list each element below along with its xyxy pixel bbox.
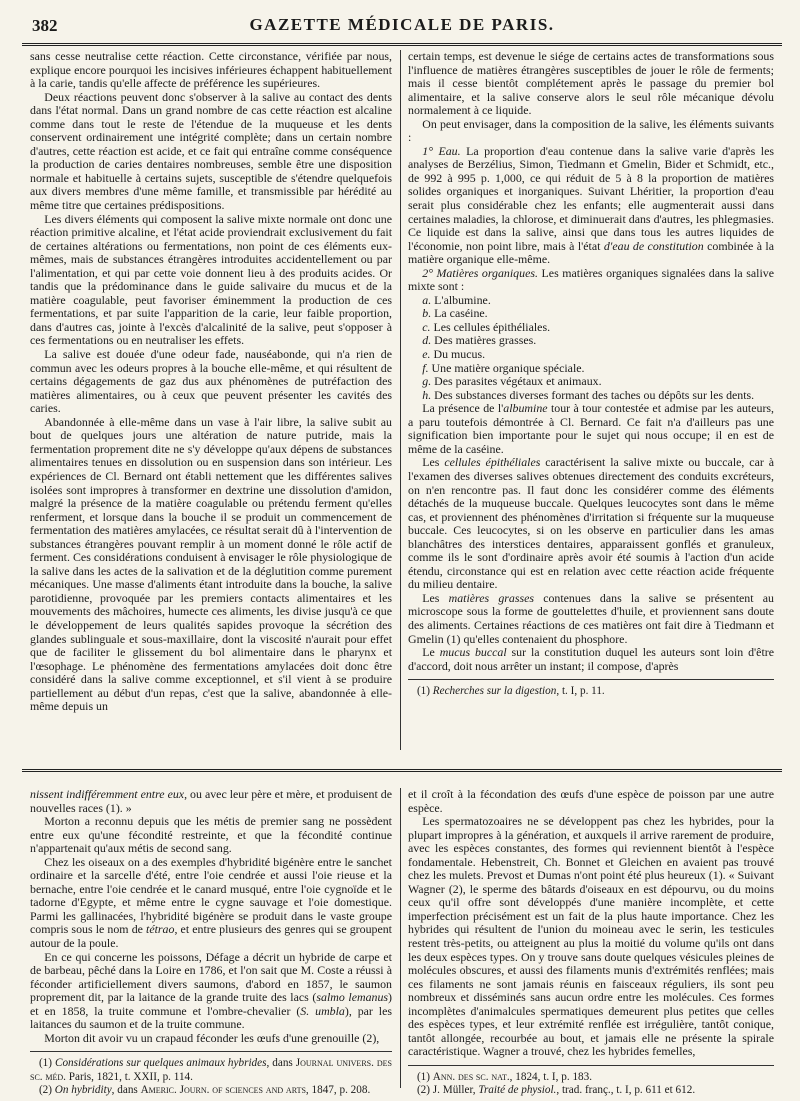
list-text: L'albumine. [434, 292, 491, 307]
list-text: Des substances diverses formant des taches ou dépôts sur les dents. [434, 387, 755, 402]
list-text: Des parasites végétaux et animaux. [434, 374, 602, 389]
footnote [408, 1084, 774, 1097]
list-item [408, 375, 774, 389]
text: Le [422, 645, 440, 660]
text: combinée à la matière organique elle-même. [408, 238, 774, 267]
emphasis: Traité de physiol. [478, 1084, 557, 1097]
list-item [408, 334, 774, 348]
page-number: 382 [32, 16, 58, 35]
text: (1) [416, 685, 433, 698]
paragraph: Deux réactions peuvent donc s'observer à la salive au contact des dents dans l'état normal. Dans un grand nombre de cas cette réaction est alcaline comme dans tout le reste de l'étendue de la muqueuse et les dents conservent ordinairement une intégrité complète; dans un certain nombre d'autres, cette réaction est acide, et ce fait qui entraîne comme conséquence la production de caries dentaires nombreuses, semble être une disposition normale et habituelle à certains sujets, susceptible de s'étendre quelquefois aux divers membres d'une même famille, et transmissible par hérédité au même titre que certaines prédispositions. [30, 89, 392, 213]
emphasis: matières grasses [448, 590, 534, 605]
footnote [30, 1084, 392, 1097]
column-left-bottom [30, 788, 392, 1097]
footnotes [408, 1071, 774, 1097]
running-title: GAZETTE MÉDICALE DE PARIS. [249, 15, 555, 34]
emphasis: nissent indifféremment entre eux [30, 787, 185, 801]
text: Les [422, 455, 445, 470]
text: sur la constitution duquel les auteurs sont loin d'être d'accord, doit nous arrêter un instant; il compose, d'après [408, 645, 775, 673]
list-item [408, 389, 774, 403]
footnote [408, 1071, 774, 1084]
list-item [408, 362, 774, 376]
paragraph-mucus [408, 646, 774, 673]
text: tour à tour contestée et admise par les auteurs, a paru toutefois démontrée à Cl. Bernard. Ce fait n'a d'ailleurs pas une signification bien importante pour le sujet qui nous occupe; il en est de même de la caséine. [408, 401, 775, 456]
text: , et entre plusieurs des genres qui se groupent autour de la poule. [30, 922, 392, 951]
column-right-top [408, 50, 774, 698]
list-text: Les cellules épithéliales. [433, 319, 551, 334]
footnote [30, 1057, 392, 1083]
journal-name: Ann. des sc. nat. [432, 1070, 510, 1083]
list-letter: b. [422, 306, 432, 321]
journal-name: Americ. Journ. of sciences and arts, [140, 1083, 309, 1096]
text: Les matières organiques signalées dans la salive mixte sont : [408, 265, 774, 294]
list-item [408, 348, 774, 362]
text: La présence de l' [422, 401, 504, 416]
column-right-bottom [408, 788, 774, 1097]
emphasis: tétrao [146, 922, 175, 937]
text: (2) [38, 1083, 55, 1096]
text: (2) J. Müller, [416, 1084, 479, 1097]
text: , trad. franç., t. I, p. 611 et 612. [556, 1084, 696, 1097]
list-text: La caséine. [434, 306, 488, 321]
paragraph: certain temps, est devenue le siége de certains actes de transformations sous l'influence de matières étrangères susceptibles de jouer le rôle de ferments; mais il cesse bientôt complétement après le passage du premier bol alimentaire, et la salive conserve alors le seul rôle mécanique dévolu normalement à ce liquide. [408, 49, 774, 118]
list-letter: d. [422, 333, 432, 348]
text: , ou avec leur père et mère, et produisent de nouvelles races (1). » [30, 787, 392, 815]
footnote-rule [30, 1051, 392, 1052]
paragraph: sans cesse neutralise cette réaction. Cette circonstance, vérifiée par nous, explique encore pourquoi les incisives inférieures échappent habituellement à la carie, tandis qu'elle affecte de préférence les supérieures. [30, 49, 392, 91]
list-letter: g. [422, 374, 432, 389]
section-label: 1° Eau. [422, 143, 461, 158]
emphasis: On hybridity [54, 1083, 112, 1096]
emphasis: Recherches sur la digestion [432, 685, 557, 698]
column-divider [400, 50, 401, 750]
text: Les [422, 590, 449, 605]
journal-name: Journal univers. des sc. méd. [30, 1057, 393, 1083]
paragraph: Morton dit avoir vu un crapaud féconder les œufs d'une grenouille (2), [44, 1030, 380, 1045]
emphasis: Considérations sur quelques animaux hybrides [55, 1057, 267, 1070]
paragraph: Les spermatozoaires ne se développent pas chez les hybrides, pour la plupart impropres à la génération, et auxquels il arrive rarement de produire, avec les espèces constantes, des formes qui reviennent bientôt à l'espèce fondamentale. Hebenstreit, Ch. Bonnet et Gleichen en avaient pas trouvé chez les mulets. Prevost et Dumas n'ont point été plus heureux (1). « Suivant Wagner (2), le sperme des bâtards d'oiseaux en est dépourvu, ou du moins ceux qu'il offre sont développés d'une manière incomplète, et cette imperfection précisément est un fait de la plus haute importance. Chez les hybrides qui résultent de l'union du moineau avec le serin, les testicules restent très-petits, ou atteignent au plus la moitié du volume qu'ils ont dans les deux espèces types. On y trouve sans doute quelques vésicules pleines de molécules obscures, et aussi des filaments munis d'extrémités renflées; mais ces filaments ne sont jamais réunis en faisceaux réguliers, ils sont peu nombreux et disséminés sans aucun ordre entre les molécules. Ces formes incomplètes d'animalcules spermatiques demeurent plus petites que celles des espèces types, et leur extrémité renflée est irrégulière, tantôt conique, tantôt allongée, recourbée au bout, et jamais elle ne présente la spirale caractéristique. Wagner a trouvé, chez les hybrides femelles, [408, 814, 774, 1059]
text: Chez les oiseaux on a des exemples d'hybridité bigénère entre le sanchet ordinaire et la sarcelle d'été, entre l'oie cendrée et aussi l'oie rieuse et la bernache, entre l'oie cendrée et le canard musqué, entre l'oie cygnoïde et le tadorne d'Egypte, et même entre le cygne sauvage et l'oie domestique. Parmi les gallinacées, l'hybridité bigénère se produit dans le vaste groupe compris sous le nom de [30, 854, 392, 937]
text: , t. I, p. 11. [556, 685, 605, 698]
list-item [408, 321, 774, 335]
emphasis: d'eau de constitution [603, 238, 704, 253]
text: (1) [416, 1070, 433, 1083]
paragraph: et il croît à la fécondation des œufs d'une espèce de poisson par une autre espèce. [408, 787, 774, 815]
page-header [22, 14, 782, 40]
list-letter: e. [422, 347, 431, 362]
paragraph-albumine [408, 402, 774, 456]
paragraph-cellules [408, 456, 774, 591]
list-letter: a. [422, 292, 432, 307]
emphasis: cellules épithéliales [444, 455, 541, 470]
text: Paris, 1821, t. XXII, p. 114. [65, 1070, 193, 1083]
paragraph: Les divers éléments qui composent la salive mixte normale ont donc une réaction primitive alcaline, et l'état acide proviendrait exclusivement du fait de certaines altérations ou fermentations, non point de ces éléments eux-mêmes, mais de substances étrangères introduites accidentellement ou par l'alimentation, et qui par cette voie donnent lieu à des produits acides. Or tandis que la prédominance dans le guide salivaire du mucus et de la matière coagulable, peut favoriser éminemment la production de ces fermentations, et par suite l'apparition de la carie, leur faible proportion, dans d'autres cas, jointe à l'excès d'alcalinité de la salive, peut s'opposer à ces fermentations ou en neutraliser les effets. [30, 211, 392, 348]
list-text: Une matière organique spéciale. [431, 360, 585, 375]
header-rule [22, 43, 782, 46]
paragraph-eau [408, 145, 774, 267]
text: , dans [266, 1057, 296, 1070]
footnote-rule [408, 1065, 774, 1066]
footnotes [30, 1057, 392, 1097]
text: ), par les laitances du saumon et de la truite commune. [30, 1003, 393, 1032]
paragraph: La salive est douée d'une odeur fade, nauséabonde, qui n'a rien de commun avec les odeurs propres à la bouche elle-même, et qui résultent de certains dégagements de gaz dus aux phénomènes de putréfaction des matières alimentaires, ou à ceux que peuvent présenter les cavités des caries. [30, 347, 392, 416]
organic-list [408, 294, 774, 402]
text: En ce qui concerne les poissons, Défage a décrit un hybride de carpe et de barbeau, pêché dans la Loire en 1786, et l'on sait que M. Coste a réussi à féconder artificiellement divers saumons, d'abord en 1857, le saumon proprement dit, par la laitance de la grande truite des lacs ( [30, 949, 392, 1005]
paragraph [30, 856, 392, 951]
text: , 1824, t. I, p. 183. [509, 1070, 593, 1083]
text: (1) [38, 1057, 55, 1070]
section-label: 2° Matières organiques. [422, 265, 538, 280]
paragraph [30, 951, 392, 1032]
list-letter: h. [422, 387, 432, 402]
section-rule [22, 769, 782, 772]
emphasis: albumine [503, 401, 548, 416]
footnote [408, 685, 774, 698]
emphasis: S. umbla [300, 1003, 345, 1018]
emphasis: mucus buccal [439, 645, 507, 660]
list-letter: f. [422, 360, 429, 375]
paragraph: On peut envisager, dans la composition de la salive, les éléments suivants : [408, 116, 774, 145]
text: La proportion d'eau contenue dans la salive varie d'après les analyses de Berzélius, Simon, Tiedmann et Gmelin, Bider et Schmidt, etc., de 992 à 995 p. 1,000, ce qui réduit de 5 à 8 la proportion de matières solides organiques et inorganiques. Suivant Lhéritier, la proportion d'eau serait plus considérable chez les enfants; elle augmenterait aussi dans certaines maladies, la chlorose, et diminuerait dans d'autres, les phlegmasies. Ce liquide est dans la salive, ainsi que dans tous les autres liquides de l'économie, non point libre, mais à l'état [408, 143, 774, 253]
text: ) et en 1858, la truite commune et l'ombre-chevalier ( [30, 990, 392, 1018]
list-text: Du mucus. [433, 347, 486, 362]
text: contenues dans la salive se présentent au microscope sous la forme de gouttelettes d'huile, et proviennent sans doute des aliments. Certaines réactions de ces matières ont fait dire à Tiedmann et Gmelin (1) qu'elles contenaient du phosphore. [408, 590, 774, 646]
paragraph-graisses [408, 592, 774, 646]
column-left-top [30, 50, 392, 714]
list-item [408, 307, 774, 321]
text: 1847, p. 208. [308, 1083, 371, 1096]
list-letter: c. [422, 319, 431, 334]
paragraph: Abandonnée à elle-même dans un vase à l'air libre, la salive subit au bout de quelques jours une altération de nature putride, mais la fermentation proprement dite ne s'y développe qu'aux dépens de substances alimentaires tenues en dissolution ou en suspension dans son intérieur. Les expériences de Cl. Bernard ont établi nettement que les différentes salives isolées sont impropres à transformer en dextrine une dissolution d'amidon, malgré la présence de la matière coagulable ou prétendu ferment qu'elles renferment, et lorsque dans la bouche il se produit un commencement de fermentation des matières amylacées, ce résultat serait dû à l'intervention de substances étrangères pouvant remplir à un moment donné le rôle actif de ferment. Ces considérations conduisent à envisager le rôle physiologique de la salive dans les actes de la salivation et de la déglutition comme purement mécaniques. Une masse d'aliments étant introduite dans la bouche, la salive parotidienne, provoquée par les premiers contacts alimentaires et les mouvements des mâchoires, humecte ces aliments, les divise jusqu'à ce que le développement de leurs qualités sapides provoque la sécrétion des glandes sublinguale et sous-maxillaire, dont la viscosité n'aurait pour effet que de faciliter le glissement du bol alimentaire dans le pharynx et l'œsophage. Le phénomène des fermentations amylacées doit donc être considéré dans la salive comme exceptionnel, et s'il vient à se produire partiellement au début d'un repas, c'est que la salive, abandonnée à elle-même depuis un [30, 414, 392, 714]
emphasis: salmo lemanus [316, 990, 389, 1005]
text: caractérisent la salive mixte ou buccale, car à l'examen des diverses salives obtenues directement des conduits excréteurs, on n'en rencontre pas. Il faut donc les considérer comme des éléments détachés de la muqueuse buccale. Quelques leucocytes sont dans le même cas, et proviennent des phénomènes d'irritation si fréquente sur la muqueuse buccale. Ces leucocytes, si on les observe en particulier dans les amas blanchâtres des interstices dentaires, apparaissent gonflés et granuleux, comme ils le sont d'ordinaire après avoir été soumis à l'action d'un acide étendu, circonstance qui est en relation avec cette réaction acide fréquente du milieu dentaire. [408, 455, 774, 592]
text: , dans [111, 1083, 141, 1096]
list-item [408, 294, 774, 308]
paragraph-organic [408, 267, 774, 294]
paragraph: Morton a reconnu depuis que les métis de premier sang ne possèdent entre eux qu'une fécondité restreinte, et que la fécondité continue n'appartenait qu'aux métis de second sang. [30, 814, 392, 856]
footnotes [408, 685, 774, 698]
column-divider [400, 788, 401, 1088]
paragraph [30, 788, 392, 815]
footnote-rule [408, 679, 774, 680]
list-text: Des matières grasses. [434, 333, 537, 348]
